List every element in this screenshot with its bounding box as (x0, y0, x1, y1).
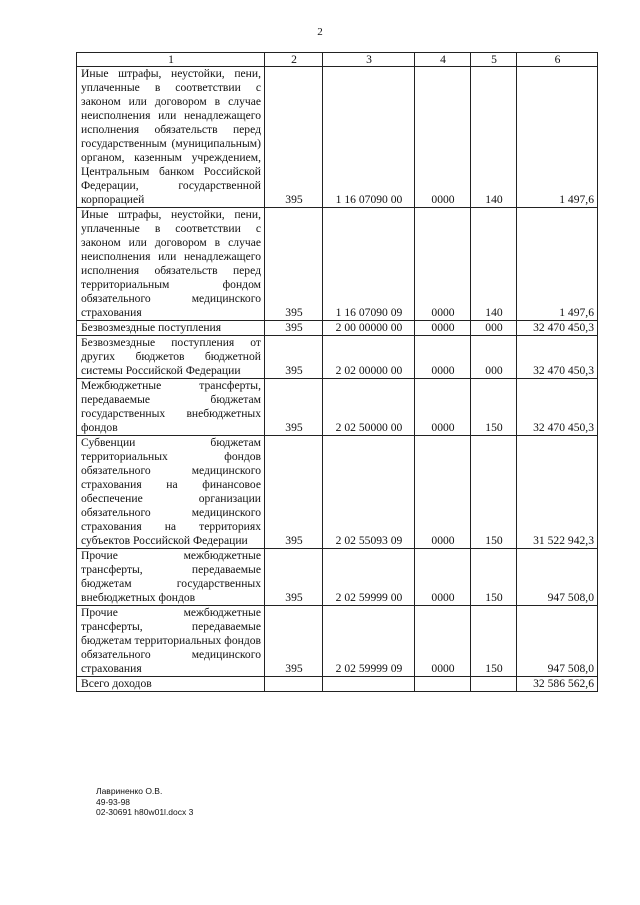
table-row (77, 208, 598, 321)
row-admin: 395 (265, 321, 323, 336)
col-header-2: 2 (265, 53, 323, 67)
total-empty-cell (323, 677, 415, 692)
col-header-1: 1 (77, 53, 265, 67)
row-code: 2 00 00000 00 (323, 321, 415, 336)
row-name: Прочие межбюджетные трансферты, передаваемые бюджетам государственных внебюджетных фондов (77, 549, 265, 606)
page-number: 2 (317, 26, 323, 38)
col-header-4: 4 (415, 53, 471, 67)
row-kosgu: 000 (471, 336, 517, 379)
table-row (77, 67, 598, 208)
row-amount: 947 508,0 (517, 606, 598, 677)
row-kosgu: 150 (471, 606, 517, 677)
table-row (77, 549, 598, 606)
row-admin: 395 (265, 379, 323, 436)
row-name: Иные штрафы, неустойки, пени, уплаченные в соответствии с законом или договором в случае неисполнения или ненадлежащего исполнения обязательств перед государственным (муниципальным) органом, казенным учреждением, Центральным банком Российской Федерации, государственной корпорацией (77, 67, 265, 208)
table-row (77, 436, 598, 549)
row-name: Прочие межбюджетные трансферты, передаваемые бюджетам территориальных фондов обязательного медицинского страхования (77, 606, 265, 677)
row-code: 1 16 07090 09 (323, 208, 415, 321)
row-kosgu: 140 (471, 208, 517, 321)
header-row (77, 53, 598, 67)
row-code: 2 02 59999 09 (323, 606, 415, 677)
row-prog: 0000 (415, 208, 471, 321)
row-amount: 1 497,6 (517, 67, 598, 208)
row-name: Межбюджетные трансферты, передаваемые бюджетам государственных внебюджетных фондов (77, 379, 265, 436)
row-name: Субвенции бюджетам территориальных фондов обязательного медицинского страхования на финансовое обеспечение организации обязательного медицинского страхования на территориях субъектов Российской Федерации (77, 436, 265, 549)
total-row (77, 677, 598, 692)
row-code: 2 02 55093 09 (323, 436, 415, 549)
row-name: Иные штрафы, неустойки, пени, уплаченные в соответствии с законом или договором в случае неисполнения или ненадлежащего исполнения обязательств перед территориальным фондом обязательного медицинского страхования (77, 208, 265, 321)
footer-file: 02-30691 h80w01l.docx 3 (96, 807, 194, 817)
col-header-5: 5 (471, 53, 517, 67)
row-admin: 395 (265, 67, 323, 208)
row-amount: 947 508,0 (517, 549, 598, 606)
row-admin: 395 (265, 208, 323, 321)
col-header-3: 3 (323, 53, 415, 67)
total-label: Всего доходов (77, 677, 265, 692)
row-prog: 0000 (415, 549, 471, 606)
footer-phone: 49-93-98 (96, 796, 131, 807)
row-kosgu: 000 (471, 321, 517, 336)
row-amount: 32 470 450,3 (517, 321, 598, 336)
row-prog: 0000 (415, 606, 471, 677)
row-admin: 395 (265, 549, 323, 606)
row-amount: 1 497,6 (517, 208, 598, 321)
row-name: Безвозмездные поступления (77, 321, 265, 336)
row-kosgu: 150 (471, 549, 517, 606)
footer-author: Лавриненко О.В. (96, 786, 163, 796)
row-prog: 0000 (415, 436, 471, 549)
total-empty-cell (265, 677, 323, 692)
row-amount: 32 470 450,3 (517, 379, 598, 436)
row-amount: 32 470 450,3 (517, 336, 598, 379)
row-amount: 31 522 942,3 (517, 436, 598, 549)
table-row (77, 606, 598, 677)
total-amount: 32 586 562,6 (517, 677, 598, 692)
row-code: 2 02 00000 00 (323, 336, 415, 379)
revenue-table (76, 52, 598, 692)
table-row (77, 379, 598, 436)
row-kosgu: 150 (471, 436, 517, 549)
row-code: 2 02 50000 00 (323, 379, 415, 436)
table-row (77, 336, 598, 379)
row-admin: 395 (265, 606, 323, 677)
row-prog: 0000 (415, 67, 471, 208)
row-prog: 0000 (415, 379, 471, 436)
row-code: 1 16 07090 00 (323, 67, 415, 208)
row-prog: 0000 (415, 321, 471, 336)
total-empty-cell (415, 677, 471, 692)
row-admin: 395 (265, 436, 323, 549)
document-footer (96, 786, 193, 818)
row-code: 2 02 59999 00 (323, 549, 415, 606)
row-kosgu: 140 (471, 67, 517, 208)
total-empty-cell (471, 677, 517, 692)
row-admin: 395 (265, 336, 323, 379)
row-name: Безвозмездные поступления от других бюджетов бюджетной системы Российской Федерации (77, 336, 265, 379)
col-header-6: 6 (517, 53, 598, 67)
row-prog: 0000 (415, 336, 471, 379)
row-kosgu: 150 (471, 379, 517, 436)
table-row (77, 321, 598, 336)
